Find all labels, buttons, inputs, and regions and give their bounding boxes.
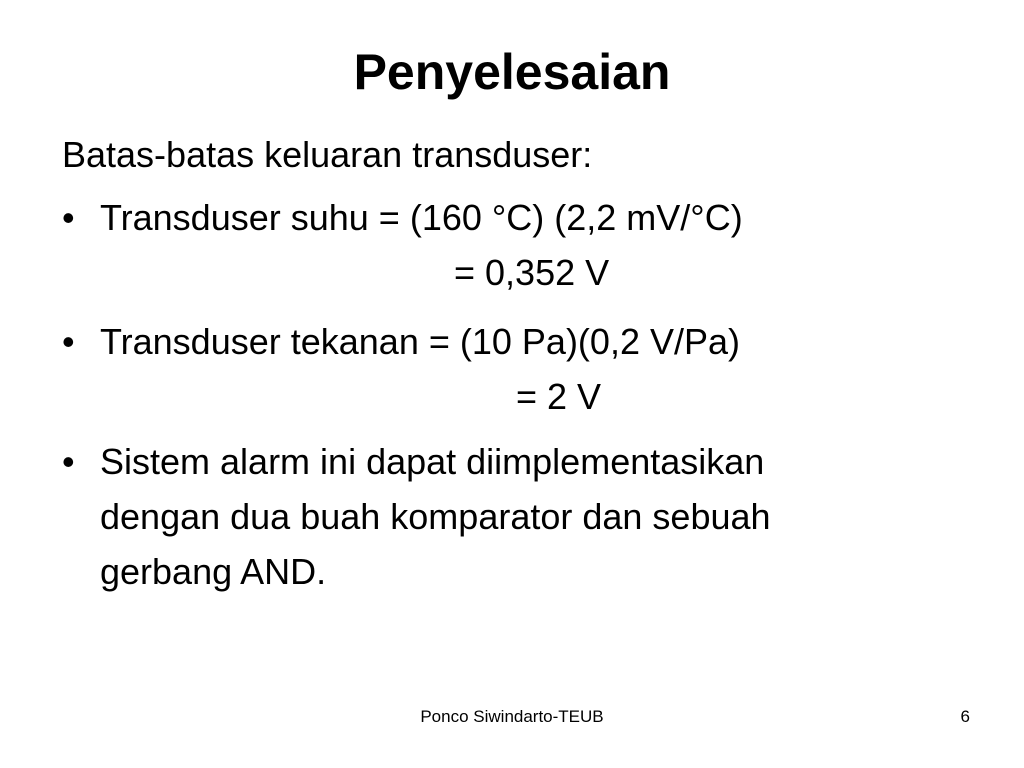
bullet-result: = 0,352 V (454, 252, 610, 293)
slide-title: Penyelesaian (353, 44, 671, 100)
bullet-result: = 2 V (516, 376, 602, 417)
bullet-line: dengan dua buah komparator dan sebuah (100, 496, 771, 537)
slide-footer: Ponco Siwindarto-TEUB (420, 707, 604, 726)
page-number: 6 (960, 707, 970, 726)
intro-text: Batas-batas keluaran transduser: (62, 134, 593, 175)
bullet-alarm-system (62, 434, 962, 599)
bullet-marker: • (62, 321, 75, 362)
bullet-line: Transduser tekanan = (10 Pa)(0,2 V/Pa) (100, 321, 741, 362)
bullet-line: Transduser suhu = (160 °C) (2,2 mV/°C) (100, 197, 743, 238)
bullet-pressure-transducer (62, 314, 962, 424)
bullet-temperature-transducer (62, 190, 962, 300)
bullet-marker: • (62, 441, 75, 482)
bullet-line: Sistem alarm ini dapat diimplementasikan (100, 441, 765, 482)
bullet-marker: • (62, 197, 75, 238)
bullet-line: gerbang AND. (100, 551, 327, 592)
